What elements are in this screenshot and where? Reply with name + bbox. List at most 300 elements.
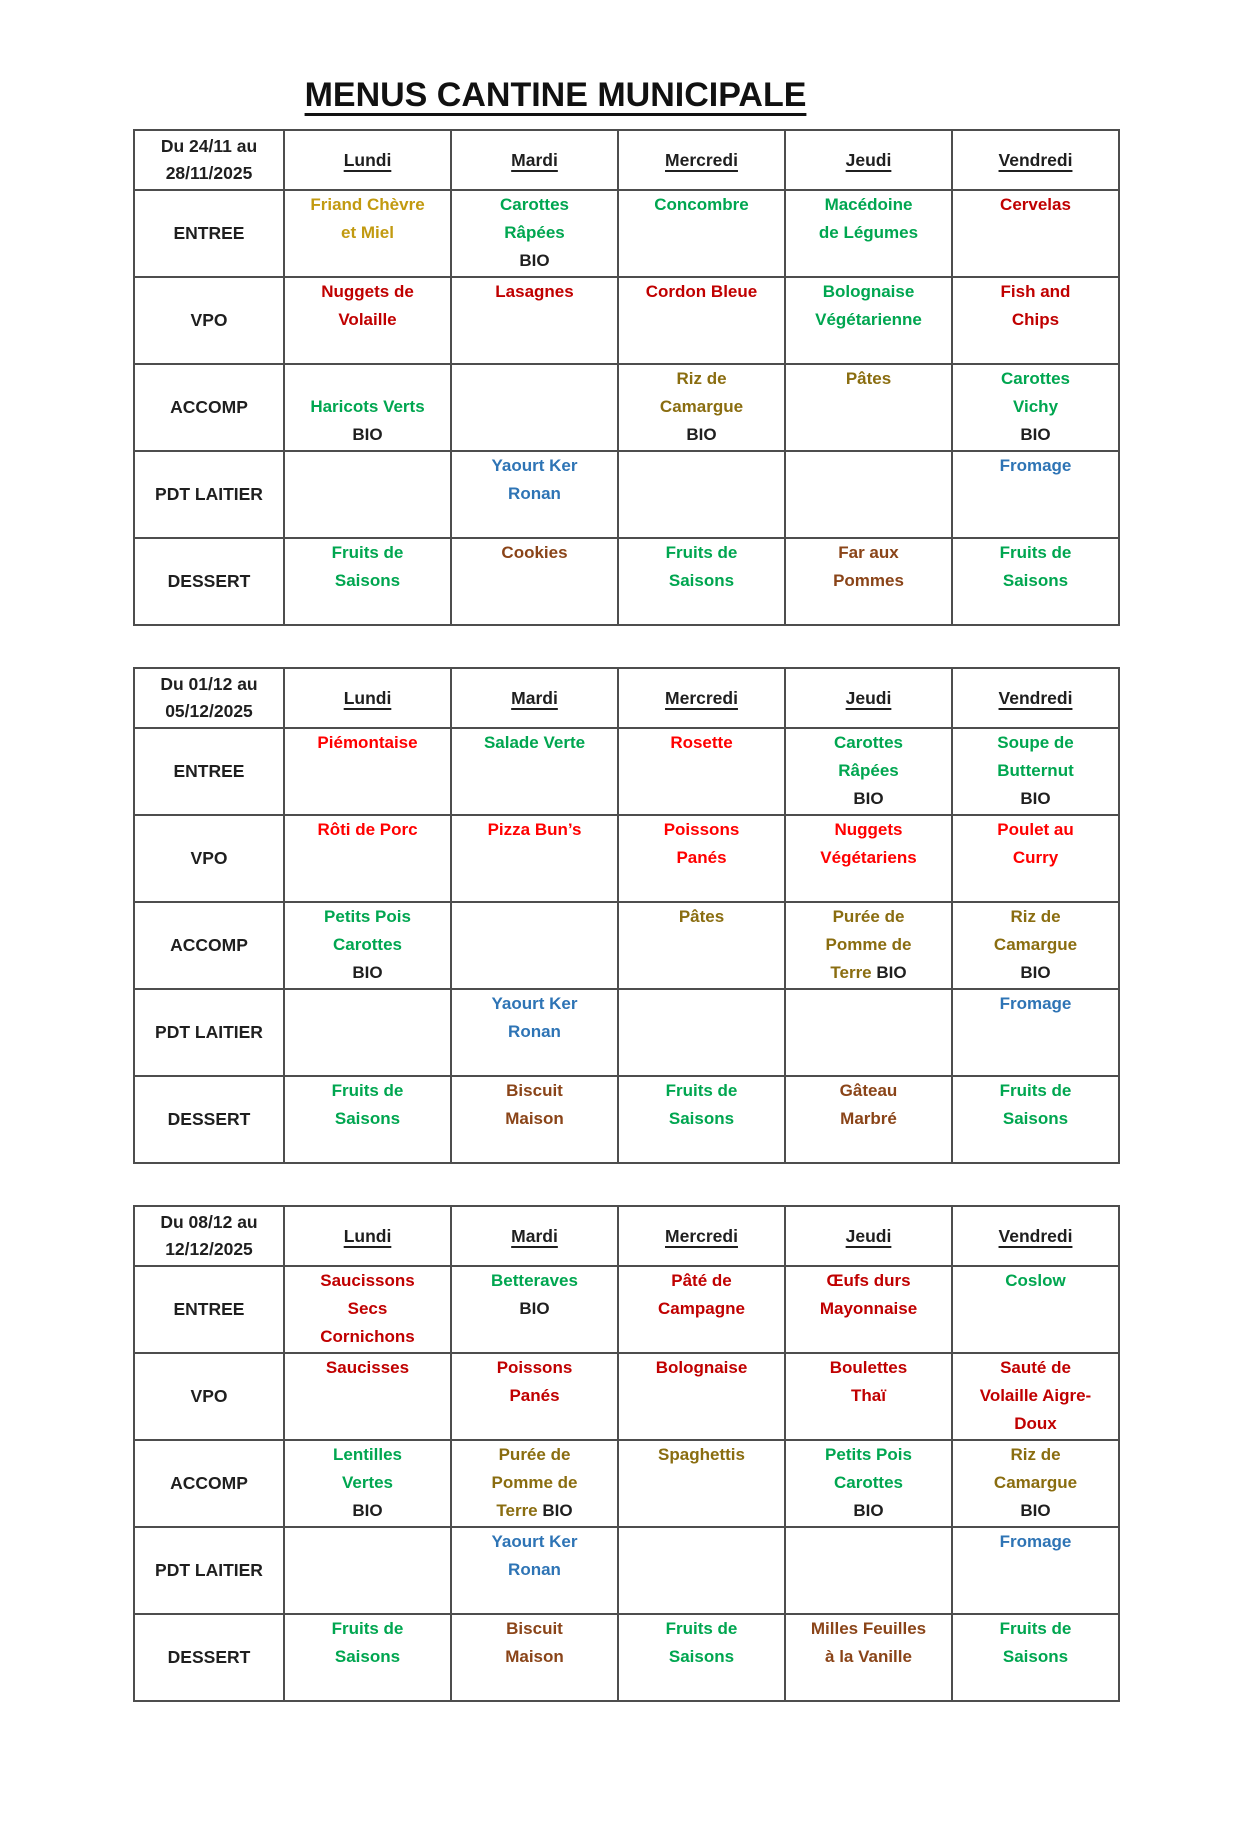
menu-item-line — [953, 306, 1118, 334]
menu-item-text: Fromage — [999, 994, 1072, 1013]
menu-item-line — [786, 1105, 951, 1133]
menu-item-text: Secs — [347, 1299, 388, 1318]
menu-item-line — [452, 1497, 617, 1525]
menu-item-line — [786, 903, 951, 931]
menu-cell-dessert-mercredi — [618, 538, 785, 625]
menu-item-text: Poulet au — [997, 820, 1074, 839]
menu-cell-accomp-vendredi — [952, 1440, 1119, 1527]
menu-item-text: Panés — [676, 848, 727, 867]
menu-item-text: Pomme de — [491, 1473, 578, 1492]
menu-item-text: Petits Pois — [324, 907, 411, 926]
menu-item-text: Fruits de — [665, 1619, 738, 1638]
menu-cell-vpo-vendredi — [952, 1353, 1119, 1440]
menu-item-line — [953, 816, 1118, 844]
menu-item-text: Milles Feuilles — [810, 1619, 927, 1638]
menu-item-line — [285, 1643, 450, 1671]
header-row — [134, 668, 1119, 728]
menu-cell-accomp-mardi — [451, 364, 618, 451]
menu-cell-entree-mardi — [451, 1266, 618, 1353]
menu-item-text: Boulettes — [829, 1358, 908, 1377]
menu-cell-pdt-laitier-jeudi — [785, 989, 952, 1076]
menu-row-pdt-laitier — [134, 989, 1119, 1076]
menu-item-text: Bolognaise — [655, 1358, 748, 1377]
menu-item-text: Saisons — [334, 1109, 401, 1128]
menu-cell-entree-mardi — [451, 190, 618, 277]
menu-row-accomp — [134, 902, 1119, 989]
menu-item-line — [953, 1615, 1118, 1643]
menu-item-line — [285, 1323, 450, 1351]
menu-item-line — [452, 1615, 617, 1643]
menu-item-line — [285, 365, 450, 393]
menu-item-text: Friand Chèvre — [310, 195, 425, 214]
row-label-dessert: DESSERT — [134, 1614, 284, 1701]
menu-cell-dessert-vendredi — [952, 1614, 1119, 1701]
menu-item-text: Curry — [1012, 848, 1059, 867]
menu-item-text: Mayonnaise — [819, 1299, 918, 1318]
menu-cell-entree-lundi — [284, 1266, 451, 1353]
date-range-line: Du 01/12 au — [160, 673, 258, 694]
menu-item-line — [452, 1382, 617, 1410]
menu-cell-pdt-laitier-mardi — [451, 1527, 618, 1614]
menu-cell-entree-jeudi — [785, 1266, 952, 1353]
menu-cell-vpo-mercredi — [618, 277, 785, 364]
menu-item-text: Fromage — [999, 456, 1072, 475]
bio-label: BIO — [352, 1501, 383, 1520]
day-header-jeudi — [785, 1206, 952, 1266]
day-header-mardi — [451, 1206, 618, 1266]
menu-item-line — [285, 1295, 450, 1323]
menu-row-vpo — [134, 277, 1119, 364]
menu-item-text: Carottes — [834, 733, 903, 752]
date-range-line: Du 08/12 au — [160, 1211, 258, 1232]
menu-item-line — [285, 191, 450, 219]
menu-item-line — [452, 1295, 617, 1323]
bio-label: BIO — [542, 1501, 573, 1520]
bio-label: BIO — [686, 425, 717, 444]
menu-cell-pdt-laitier-vendredi — [952, 989, 1119, 1076]
menu-cell-vpo-jeudi — [785, 815, 952, 902]
menu-item-text: Purée de — [498, 1445, 571, 1464]
menu-item-line — [786, 1615, 951, 1643]
menu-item-line — [285, 1077, 450, 1105]
menu-row-vpo — [134, 815, 1119, 902]
menu-cell-pdt-laitier-mercredi — [618, 1527, 785, 1614]
menu-item-line — [619, 1643, 784, 1671]
menu-item-line — [619, 539, 784, 567]
menu-item-line — [786, 1077, 951, 1105]
menu-item-text: et Miel — [341, 223, 394, 242]
menu-item-line — [786, 959, 951, 987]
menu-cell-pdt-laitier-mardi — [451, 989, 618, 1076]
menu-item-line — [953, 1469, 1118, 1497]
menu-item-text: Riz de — [1010, 907, 1061, 926]
menu-row-entree — [134, 728, 1119, 815]
menu-item-text: Yaourt Ker — [491, 1532, 578, 1551]
row-label-entree: ENTREE — [134, 728, 284, 815]
menu-item-text: Maison — [505, 1647, 564, 1666]
menu-cell-pdt-laitier-lundi — [284, 1527, 451, 1614]
menu-cell-entree-mercredi — [618, 1266, 785, 1353]
menu-item-line — [953, 903, 1118, 931]
menu-item-line — [285, 816, 450, 844]
row-label-vpo: VPO — [134, 815, 284, 902]
menu-item-line — [786, 757, 951, 785]
row-label-pdt-laitier: PDT LAITIER — [134, 1527, 284, 1614]
menu-item-text: Carottes — [1001, 369, 1070, 388]
menu-item-text: Fruits de — [331, 1081, 404, 1100]
menu-cell-entree-jeudi — [785, 728, 952, 815]
menu-cell-dessert-mercredi — [618, 1614, 785, 1701]
menu-item-line — [452, 1105, 617, 1133]
menu-item-text: Saisons — [334, 1647, 401, 1666]
menu-item-text: Nuggets de — [321, 282, 414, 301]
day-header-mercredi — [618, 130, 785, 190]
day-header-lundi — [284, 668, 451, 728]
menu-item-line — [619, 278, 784, 306]
menu-cell-accomp-vendredi — [952, 364, 1119, 451]
bio-label: BIO — [853, 1501, 884, 1520]
menu-cell-accomp-jeudi — [785, 1440, 952, 1527]
title-wrap — [69, 76, 1042, 115]
menu-cell-dessert-vendredi — [952, 538, 1119, 625]
menu-item-line — [953, 1528, 1118, 1556]
menu-item-text: Saisons — [1002, 1109, 1069, 1128]
menu-item-line — [953, 1497, 1118, 1525]
row-label-vpo: VPO — [134, 1353, 284, 1440]
menu-item-line — [619, 393, 784, 421]
menu-item-text: Biscuit — [506, 1081, 563, 1100]
menu-item-line — [619, 1354, 784, 1382]
menu-item-text: Macédoine — [824, 195, 913, 214]
date-range-line: Du 24/11 au — [160, 135, 258, 156]
menu-item-line — [452, 1354, 617, 1382]
menu-cell-accomp-jeudi — [785, 902, 952, 989]
menu-cell-dessert-vendredi — [952, 1076, 1119, 1163]
day-header-vendredi — [952, 1206, 1119, 1266]
menu-item-line — [953, 844, 1118, 872]
menu-item-text: Cookies — [501, 543, 568, 562]
menu-item-line — [786, 1469, 951, 1497]
menu-cell-dessert-mardi — [451, 538, 618, 625]
menu-item-text: Butternut — [997, 761, 1074, 780]
bio-label: BIO — [853, 789, 884, 808]
menu-item-line — [786, 816, 951, 844]
bio-label: BIO — [1020, 963, 1051, 982]
menu-row-entree — [134, 190, 1119, 277]
menu-item-line — [285, 931, 450, 959]
menu-item-text: Saucissons — [320, 1271, 415, 1290]
menu-cell-accomp-lundi — [284, 1440, 451, 1527]
menu-item-line — [452, 1018, 617, 1046]
menu-cell-vpo-mercredi — [618, 815, 785, 902]
menu-cell-dessert-mardi — [451, 1076, 618, 1163]
menu-row-dessert — [134, 1076, 1119, 1163]
menu-cell-accomp-mardi — [451, 902, 618, 989]
row-label-dessert: DESSERT — [134, 538, 284, 625]
menu-item-text: Camargue — [993, 935, 1078, 954]
menu-item-text: Soupe de — [997, 733, 1074, 752]
menu-item-text: Ronan — [508, 484, 561, 503]
menu-item-text: Fromage — [999, 1532, 1072, 1551]
menu-cell-dessert-mercredi — [618, 1076, 785, 1163]
menu-item-text: Coslow — [1005, 1271, 1066, 1290]
menu-cell-vpo-lundi — [284, 1353, 451, 1440]
menu-cell-dessert-jeudi — [785, 1614, 952, 1701]
header-row — [134, 1206, 1119, 1266]
menu-item-text: Rôti de Porc — [317, 820, 418, 839]
menu-item-text: Fruits de — [331, 543, 404, 562]
menu-item-text: Fruits de — [999, 543, 1072, 562]
menu-cell-dessert-lundi — [284, 1076, 451, 1163]
menu-item-line — [786, 567, 951, 595]
menu-item-line — [285, 729, 450, 757]
menu-item-line — [452, 1267, 617, 1295]
date-range-line: 05/12/2025 — [165, 701, 253, 721]
menu-item-line — [619, 567, 784, 595]
menu-cell-pdt-laitier-lundi — [284, 989, 451, 1076]
menu-row-dessert — [134, 1614, 1119, 1701]
day-header-label: Mercredi — [665, 687, 738, 708]
menu-row-pdt-laitier — [134, 451, 1119, 538]
menu-cell-vpo-lundi — [284, 815, 451, 902]
week-table-3 — [133, 1205, 1120, 1702]
row-label-accomp: ACCOMP — [134, 364, 284, 451]
menu-item-line — [953, 785, 1118, 813]
menu-row-accomp — [134, 1440, 1119, 1527]
menu-item-text: Carottes — [333, 935, 402, 954]
menu-item-line — [953, 452, 1118, 480]
menu-item-line — [953, 1354, 1118, 1382]
menu-item-text: Œufs durs — [826, 1271, 911, 1290]
menu-cell-vpo-mardi — [451, 1353, 618, 1440]
menu-item-text: Carottes — [834, 1473, 903, 1492]
menu-item-line — [953, 1643, 1118, 1671]
bio-label: BIO — [876, 963, 907, 982]
menu-item-line — [452, 1528, 617, 1556]
menu-item-text: Volaille — [338, 310, 397, 329]
menu-item-text: Fruits de — [999, 1081, 1072, 1100]
menu-item-text: Haricots Verts — [310, 397, 425, 416]
menu-item-line — [285, 1615, 450, 1643]
menu-item-text: Terre — [830, 963, 877, 982]
menu-item-line — [786, 785, 951, 813]
menu-item-text: Spaghettis — [658, 1445, 745, 1464]
menu-item-line — [953, 421, 1118, 449]
menu-item-text: Fish and — [1000, 282, 1071, 301]
menu-item-text: Yaourt Ker — [491, 994, 578, 1013]
menu-item-text: Pâté de — [671, 1271, 732, 1290]
menu-cell-entree-mardi — [451, 728, 618, 815]
day-header-label: Vendredi — [998, 1225, 1073, 1246]
menu-item-line — [285, 1441, 450, 1469]
menu-row-entree — [134, 1266, 1119, 1353]
menu-item-line — [619, 903, 784, 931]
menu-item-line — [786, 931, 951, 959]
menu-item-line — [619, 1295, 784, 1323]
row-label-pdt-laitier: PDT LAITIER — [134, 451, 284, 538]
day-header-label: Vendredi — [998, 149, 1073, 170]
menu-item-text: Riz de — [1010, 1445, 1061, 1464]
menu-item-line — [285, 1267, 450, 1295]
menu-item-line — [786, 844, 951, 872]
menu-item-line — [452, 452, 617, 480]
row-label-entree: ENTREE — [134, 1266, 284, 1353]
menu-item-text: Lentilles — [333, 1445, 402, 1464]
menu-item-text: Végétariens — [820, 848, 917, 867]
menu-item-line — [452, 247, 617, 275]
menu-item-text: Vichy — [1012, 397, 1059, 416]
menu-row-pdt-laitier — [134, 1527, 1119, 1614]
menu-cell-vpo-vendredi — [952, 277, 1119, 364]
menu-item-text: Petits Pois — [825, 1445, 912, 1464]
bio-label: BIO — [1020, 425, 1051, 444]
row-label-entree: ENTREE — [134, 190, 284, 277]
menu-item-line — [953, 393, 1118, 421]
menu-item-line — [619, 816, 784, 844]
menu-item-text: Cervelas — [1000, 195, 1071, 214]
menu-cell-entree-mercredi — [618, 190, 785, 277]
menu-cell-entree-lundi — [284, 728, 451, 815]
document-page — [0, 76, 1240, 1702]
menu-cell-pdt-laitier-lundi — [284, 451, 451, 538]
menu-item-text: Gâteau — [839, 1081, 898, 1100]
bio-label: BIO — [519, 1299, 550, 1318]
menu-item-line — [619, 844, 784, 872]
menu-item-line — [619, 1105, 784, 1133]
menu-item-line — [285, 1354, 450, 1382]
menu-cell-entree-vendredi — [952, 1266, 1119, 1353]
day-header-vendredi — [952, 668, 1119, 728]
menu-item-text: de Légumes — [818, 223, 919, 242]
menu-item-line — [786, 1382, 951, 1410]
header-row — [134, 130, 1119, 190]
menu-tables — [133, 129, 1240, 1702]
menu-item-line — [953, 567, 1118, 595]
menu-cell-entree-lundi — [284, 190, 451, 277]
menu-item-text: Panés — [509, 1386, 560, 1405]
menu-item-line — [953, 1077, 1118, 1105]
menu-item-text: Concombre — [654, 195, 749, 214]
menu-item-line — [452, 1077, 617, 1105]
menu-item-text: Pomme de — [825, 935, 912, 954]
menu-cell-pdt-laitier-mercredi — [618, 451, 785, 538]
menu-item-text: Piémontaise — [317, 733, 418, 752]
row-label-accomp: ACCOMP — [134, 902, 284, 989]
menu-item-text: Volaille Aigre- — [979, 1386, 1092, 1405]
menu-item-text: Saucisses — [325, 1358, 410, 1377]
menu-cell-dessert-mardi — [451, 1614, 618, 1701]
menu-item-line — [452, 191, 617, 219]
menu-item-line — [285, 539, 450, 567]
day-header-label: Mardi — [511, 687, 558, 708]
menu-item-line — [953, 959, 1118, 987]
menu-item-text: Râpées — [504, 223, 565, 242]
day-header-label: Mercredi — [665, 1225, 738, 1246]
menu-item-text: Campagne — [658, 1299, 745, 1318]
menu-item-line — [452, 729, 617, 757]
day-header-label: Lundi — [343, 687, 392, 708]
menu-item-line — [786, 539, 951, 567]
menu-cell-dessert-lundi — [284, 1614, 451, 1701]
menu-item-line — [619, 1441, 784, 1469]
day-header-jeudi — [785, 130, 952, 190]
menu-item-line — [452, 990, 617, 1018]
menu-item-text: Nuggets — [834, 820, 903, 839]
page-title: MENUS CANTINE MUNICIPALE — [304, 76, 807, 114]
menu-item-text: Salade Verte — [483, 733, 586, 752]
row-label-pdt-laitier: PDT LAITIER — [134, 989, 284, 1076]
day-header-label: Jeudi — [845, 1225, 892, 1246]
bio-label: BIO — [352, 425, 383, 444]
menu-item-line — [619, 1615, 784, 1643]
menu-item-text: Vertes — [341, 1473, 394, 1492]
menu-item-line — [285, 306, 450, 334]
menu-item-line — [953, 931, 1118, 959]
day-header-label: Lundi — [343, 149, 392, 170]
menu-item-text: Betteraves — [491, 1271, 578, 1290]
menu-item-line — [953, 278, 1118, 306]
bio-label: BIO — [519, 251, 550, 270]
menu-item-text: à la Vanille — [825, 1647, 912, 1666]
date-range — [134, 1206, 284, 1266]
menu-cell-accomp-mercredi — [618, 364, 785, 451]
menu-item-line — [452, 480, 617, 508]
menu-item-text: Rosette — [670, 733, 733, 752]
menu-cell-vpo-lundi — [284, 277, 451, 364]
menu-item-text: Riz de — [676, 369, 727, 388]
menu-item-line — [619, 191, 784, 219]
menu-item-line — [452, 1441, 617, 1469]
menu-cell-dessert-jeudi — [785, 1076, 952, 1163]
menu-item-text: Saisons — [1002, 1647, 1069, 1666]
menu-item-line — [953, 990, 1118, 1018]
day-header-mardi — [451, 130, 618, 190]
menu-cell-accomp-mercredi — [618, 1440, 785, 1527]
menu-item-line — [953, 539, 1118, 567]
menu-item-text: Saisons — [334, 571, 401, 590]
menu-item-text: Chips — [1011, 310, 1060, 329]
day-header-mercredi — [618, 668, 785, 728]
menu-item-text: Sauté de — [1000, 1358, 1071, 1377]
menu-item-line — [285, 393, 450, 421]
date-range-line: 28/11/2025 — [165, 163, 253, 183]
menu-item-text: Fruits de — [999, 1619, 1072, 1638]
menu-item-line — [285, 1469, 450, 1497]
menu-item-line — [285, 903, 450, 931]
menu-item-line — [786, 1643, 951, 1671]
bio-label: BIO — [1020, 1501, 1051, 1520]
menu-cell-accomp-mercredi — [618, 902, 785, 989]
menu-item-text: Fruits de — [665, 1081, 738, 1100]
menu-item-text: Maison — [505, 1109, 564, 1128]
day-header-label: Jeudi — [845, 149, 892, 170]
day-header-lundi — [284, 1206, 451, 1266]
day-header-label: Vendredi — [998, 687, 1073, 708]
menu-item-text: Far aux — [838, 543, 899, 562]
menu-cell-entree-vendredi — [952, 728, 1119, 815]
menu-item-line — [619, 1077, 784, 1105]
menu-item-text: Poissons — [663, 820, 740, 839]
menu-cell-accomp-mardi — [451, 1440, 618, 1527]
menu-item-line — [953, 757, 1118, 785]
menu-item-line — [786, 1295, 951, 1323]
menu-cell-pdt-laitier-jeudi — [785, 451, 952, 538]
menu-item-line — [285, 567, 450, 595]
menu-item-text: Pizza Bun’s — [487, 820, 582, 839]
menu-item-line — [285, 1105, 450, 1133]
menu-item-text: Végétarienne — [815, 310, 922, 329]
row-label-dessert: DESSERT — [134, 1076, 284, 1163]
